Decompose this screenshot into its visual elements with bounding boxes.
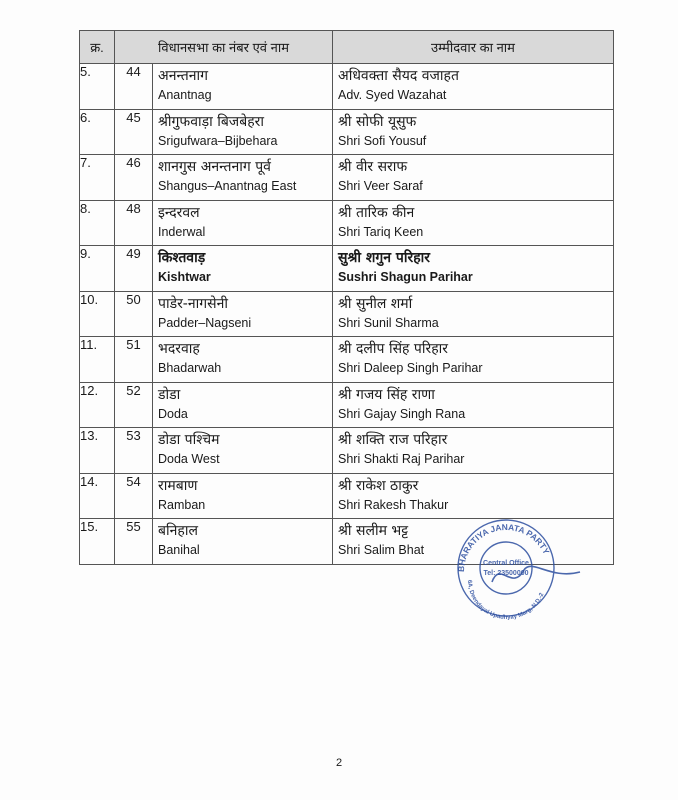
constituency-name-hindi: शानगुस अनन्तनाग पूर्व <box>158 159 271 175</box>
table-row <box>80 337 614 383</box>
party-seal-stamp <box>440 510 585 620</box>
serial-cell: 6. <box>80 109 115 155</box>
candidate-name-hindi: सुश्री शगुन परिहार <box>338 250 431 266</box>
table-row <box>80 291 614 337</box>
candidate-name-hindi: श्री दलीप सिंह परिहार <box>338 341 449 357</box>
constituency-name-english: Inderwal <box>158 224 206 239</box>
table-row <box>80 155 614 201</box>
constituency-cell <box>153 200 333 246</box>
header-constituency: विधानसभा का नंबर एवं नाम <box>115 31 333 64</box>
header-serial: क्र. <box>80 31 115 64</box>
serial-cell: 11. <box>80 337 115 383</box>
candidate-name-english: Shri Salim Bhat <box>338 543 425 557</box>
candidate-cell <box>333 291 614 337</box>
constituency-cell <box>153 155 333 201</box>
candidate-name-english: Shri Tariq Keen <box>338 224 424 239</box>
constituency-number: 52 <box>115 382 153 428</box>
constituency-name-english: Srigufwara–Bijbehara <box>158 133 278 148</box>
candidate-name-hindi: श्री तारिक कीन <box>338 204 415 221</box>
serial-cell: 15. <box>80 519 115 565</box>
candidate-name-english: Shri Gajay Singh Rana <box>338 406 466 421</box>
candidate-cell <box>333 428 614 474</box>
table-row <box>80 246 614 292</box>
candidate-cell <box>333 64 614 110</box>
constituency-cell <box>153 291 333 337</box>
candidate-name-english: Shri Shakti Raj Parihar <box>338 452 465 466</box>
stamp-bottom-text: 6A, Deendayal Upadhyay Marg, N.D.-2 <box>465 579 546 620</box>
serial-cell: 7. <box>80 155 115 201</box>
constituency-number: 54 <box>115 473 153 519</box>
candidate-name-english: Shri Veer Saraf <box>338 179 423 193</box>
constituency-number: 44 <box>115 64 153 110</box>
candidate-name-english: Shri Sofi Yousuf <box>338 133 427 148</box>
candidate-cell <box>333 337 614 383</box>
header-candidate: उम्मीदवार का नाम <box>333 31 614 64</box>
table-header-row <box>80 31 614 64</box>
constituency-name-hindi: भदरवाह <box>158 341 200 357</box>
table-row <box>80 200 614 246</box>
stamp-tel-text: Tel: 23500000 <box>483 570 529 577</box>
constituency-cell <box>153 382 333 428</box>
candidate-name-hindi: श्री सुनील शर्मा <box>338 295 413 312</box>
table-row <box>80 428 614 474</box>
constituency-number: 55 <box>115 519 153 565</box>
serial-cell: 9. <box>80 246 115 292</box>
constituency-name-hindi: अनन्तनाग <box>158 68 209 84</box>
candidate-cell <box>333 200 614 246</box>
constituency-cell <box>153 428 333 474</box>
candidate-cell <box>333 155 614 201</box>
constituency-name-hindi: श्रीगुफवाड़ा बिजबेहरा <box>158 113 264 130</box>
page-number: 2 <box>335 757 343 769</box>
candidate-name-hindi: श्री गजय सिंह राणा <box>338 386 435 403</box>
constituency-name-english: Ramban <box>158 497 206 512</box>
serial-cell: 12. <box>80 382 115 428</box>
serial-cell: 8. <box>80 200 115 246</box>
candidate-name-english: Shri Rakesh Thakur <box>338 497 449 512</box>
candidate-cell <box>333 382 614 428</box>
constituency-cell <box>153 109 333 155</box>
constituency-cell <box>153 337 333 383</box>
candidate-name-english: Shri Sunil Sharma <box>338 315 439 330</box>
candidate-name-hindi: श्री शक्ति राज परिहार <box>338 432 448 448</box>
candidate-name-hindi: श्री सलीम भट्ट <box>338 523 409 539</box>
constituency-name-english: Banihal <box>158 543 200 557</box>
constituency-name-english: Doda <box>158 406 188 421</box>
constituency-name-hindi: बनिहाल <box>158 523 198 539</box>
serial-cell: 13. <box>80 428 115 474</box>
candidate-name-hindi: अधिवक्ता सैयद वजाहत <box>338 68 459 84</box>
constituency-cell <box>153 64 333 110</box>
constituency-name-hindi: पाडेर-नागसेनी <box>158 295 228 312</box>
stamp-office-text: Central Office <box>483 560 529 567</box>
constituency-name-english: Doda West <box>158 452 220 466</box>
constituency-name-hindi: इन्दरवल <box>158 204 200 221</box>
constituency-number: 50 <box>115 291 153 337</box>
candidate-name-hindi: श्री वीर सराफ <box>338 159 408 175</box>
constituency-cell <box>153 519 333 565</box>
candidate-name-english: Shri Daleep Singh Parihar <box>338 361 483 375</box>
candidate-name-english: Adv. Syed Wazahat <box>338 88 447 102</box>
candidate-cell <box>333 109 614 155</box>
constituency-number: 45 <box>115 109 153 155</box>
constituency-number: 51 <box>115 337 153 383</box>
svg-text:6A, Deendayal Upadhyay Marg, N <box>466 580 546 620</box>
constituency-cell <box>153 246 333 292</box>
constituency-name-hindi: रामबाण <box>158 477 198 494</box>
table-row <box>80 382 614 428</box>
stamp-outer-text: BHARATIYA JANATA PARTY <box>455 521 552 573</box>
serial-cell: 5. <box>80 64 115 110</box>
constituency-name-hindi: डोडा <box>158 386 181 403</box>
constituency-number: 46 <box>115 155 153 201</box>
candidate-cell <box>333 246 614 292</box>
constituency-number: 48 <box>115 200 153 246</box>
serial-cell: 14. <box>80 473 115 519</box>
constituency-name-hindi: डोडा पश्चिम <box>158 432 220 448</box>
constituency-name-english: Padder–Nagseni <box>158 315 252 330</box>
constituency-name-english: Kishtwar <box>158 270 211 284</box>
candidate-table <box>79 30 614 565</box>
serial-cell: 10. <box>80 291 115 337</box>
constituency-name-english: Anantnag <box>158 88 212 102</box>
candidate-name-hindi: श्री राकेश ठाकुर <box>338 477 419 494</box>
constituency-name-hindi: किश्तवाड़ <box>158 250 206 266</box>
constituency-name-english: Bhadarwah <box>158 361 222 375</box>
constituency-cell <box>153 473 333 519</box>
table-row <box>80 64 614 110</box>
stamp-inner-ring <box>480 542 532 594</box>
constituency-number: 53 <box>115 428 153 474</box>
constituency-number: 49 <box>115 246 153 292</box>
candidate-name-hindi: श्री सोफी यूसुफ <box>338 113 417 130</box>
candidate-name-english: Sushri Shagun Parihar <box>338 270 473 284</box>
table-row <box>80 109 614 155</box>
constituency-name-english: Shangus–Anantnag East <box>158 179 297 193</box>
